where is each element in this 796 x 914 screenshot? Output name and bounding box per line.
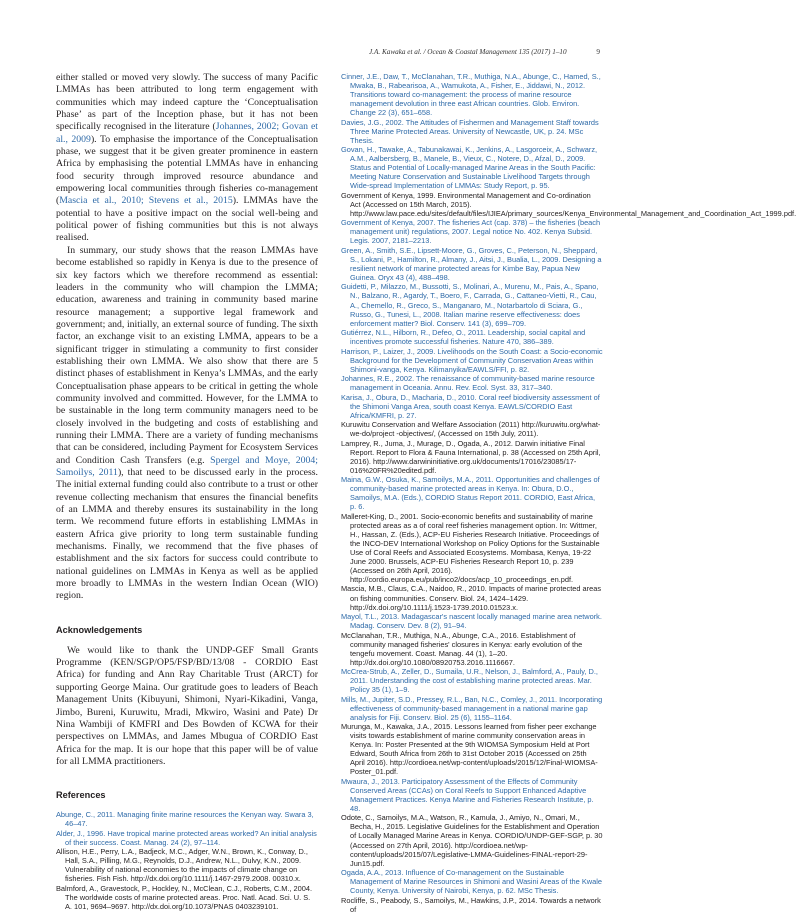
acknowledgements-heading: Acknowledgements bbox=[56, 624, 143, 635]
reference-entry[interactable]: McCrea-Strub, A., Zeller, D., Sumaila, U.R., Nelson, J., Balmford, A., Pauly, D., 2011. Understanding the cost of establishing marine protected areas. Mar. Policy 35 (1), 1–9. bbox=[341, 667, 598, 695]
reference-entry[interactable]: Maina, G.W., Osuka, K., Samoilys, M.A., 2011. Opportunities and challenges of community-based marine protected areas in Kenya. In: Obura, D.O., Samoilys, M.A. (Eds.), CORDIO Status Report 2011. CORDIO, East Africa, p. 6. bbox=[341, 475, 600, 512]
reference-entry: Malleret-King, D., 2001. Socio-economic benefits and sustainability of marine protected areas as a of coral reef fisheries management option. In: Wittmer, H., Hassan, Z. (Eds.), ACP-EU Fisheries Research Initiative. Proceedings of the INCO-DEV International Workshop on Policy Options for the Sustainable Use of Coral Reefs and Associated Ecosystems. Mombasa, Kenya, 19-22 June 2000. Brussels, ACP-EU Fisheries Research Report 10, p. 239 (Accessed on 26th April, 2016). http://cordio.europa.eu/pub/inco2/docs/acp_10_proceedings_en.pdf. bbox=[341, 511, 600, 585]
left-column bbox=[56, 72, 318, 911]
reference-entry[interactable]: Abunge, C., 2011. Managing finite marine resources the Kenyan way. Swara 3, 46–47. bbox=[56, 810, 314, 829]
text-run: ), that need to be discussed early in the process. The initial external funding could also contribute to a trust or other revenue collecting mechanism that ensures the financial benefits of an LMMA and thereby ensures its sustainability in the long term. We recommend future efforts in establishing LMMAs in eastern Africa give priority to long term sustainable funding mechanisms. Finally, we recommend that the five phases of establishment and the six factors for success could contribute to national guidelines on LMMAs in Kenya as well as be applied more broadly to LMMAs in the western Indian Ocean (WIO) region. bbox=[56, 467, 318, 602]
reference-entry: Odote, C., Samoilys, M.A., Watson, R., Kamula, J., Amiyo, N., Omari, M., Becha, H., 2015. Legislative Guidelines for the Establishment and Operation of Locally Managed Marine Areas in Kenya. CORDIO/UNDP-GEF-SGP, p. 30 (Accessed on 27th April, 2016). http://cordioea.net/wp-content/uploads/2015/07/Legislative-LMMA-Guidelines-FINAL-report-29-Jun15.pdf. bbox=[341, 813, 603, 868]
reference-entry: Murunga, M., Kawaka, J.A., 2015. Lessons learned from fisher peer exchange visits towards establishment of marine community conservation areas in Kenya. In: Poster Presented at the 9th WIOMSA Symposium Held at Port Edward, South Africa from 26th to 31st October 2015 (Accessed on 25th April 2016). http://cordioea.net/wp-content/uploads/2015/12/Final-WIOMSA-Poster_01.pdf. bbox=[341, 722, 598, 777]
reference-entry: Mascia, M.B., Claus, C.A., Naidoo, R., 2010. Impacts of marine protected areas on fishing communities. Conserv. Biol. 24, 1424–1429. http://dx.doi.org/10.1111/j.1523-1739.2010.01523.x. bbox=[341, 584, 602, 612]
text-run: ). To emphasise the importance of the Conceptualisation phase, we suggest that it be given greater prominence in eastern Africa by emphasising the potential LMMAs have in enhancing food security through improved resource abundance and empowering local communities through fisheries co-management ( bbox=[56, 133, 318, 207]
reference-entry[interactable]: Guidetti, P., Milazzo, M., Bussotti, S., Molinari, A., Murenu, M., Pais, A., Spano, N., Balzano, R., Agardy, T., Boero, F., Carrada, G., Cattaneo-Vietti, R., Cau, A., Chemello, R., Greco, S., Manganaro, M., Notarbartolo di Sciara, G., Russo, G., Tunesi, L., 2008. Italian marine reserve effectiveness: does enforcement matter? Biol. Conserv. 141 (3), 699–709. bbox=[341, 282, 599, 328]
reference-list bbox=[56, 810, 318, 911]
reference-entry[interactable]: Karisa, J., Obura, D., Macharia, D., 2010. Coral reef biodiversity assessment of the Shimoni Vanga Area, south coast Kenya. EAWLS/CORDIO East Africa/KMFRI, p. 27. bbox=[341, 392, 600, 420]
reference-entry[interactable]: Cinner, J.E., Daw, T., McClanahan, T.R., Muthiga, N.A., Abunge, C., Hamed, S., Mwaka, B., Rabearisoa, A., Wamukota, A., Fisher, E., Jiddawi, N., 2012. Transitions toward co-management: the process of marine resource management devolution in three east African countries. Glob. Environ. Change 22 (3), 651–658. bbox=[341, 72, 601, 118]
reference-entry: Balmford, A., Gravestock, P., Hockley, N., McClean, C.J., Roberts, C.M., 2004. The worldwide costs of marine protected areas. Proc. Natl. Acad. Sci. U. S. A. 101, 9694–9697. http://dx.doi.org/10.1073/PNAS 0403239101. bbox=[56, 883, 313, 911]
acknowledgements-text: We would like to thank the UNDP-GEF Small Grants Programme (KEN/SGP/OP5/FSP/BD/13/08 - CORDIO East Africa) for funding and Ann Ray Charitable Trust (ARCT) for supporting George Maina. Our gratitude goes to leaders of Beach Management Units (Kibuyuni, Shimoni, Nyari-Kikadini, Vanga, Jimbo, Bureni, Kuruwitu, Mradi, Mkwiro, Wasini and Pate) Dr Nina Wambiji of KMFRI and Des Bowden of KCWA for their perspectives on LMMAs, and James Mbugua of CORDIO East Africa for the map. It is our hope that this paper will be of value for all LMMA practitioners. bbox=[56, 644, 318, 767]
reference-entry: McClanahan, T.R., Muthiga, N.A., Abunge, C.A., 2016. Establishment of community managed fisheries' closures in Kenya: early evolution of the tengefu movement. Coast. Manag. 44 (1), 1–20. http://dx.doi.org/10.1080/08920753.2016.1116667. bbox=[341, 630, 583, 667]
reference-entry[interactable]: Govan, H., Tawake, A., Tabunakawai, K., Jenkins, A., Lasgorceix, A., Schwarz, A.M., Aalbersberg, B., Manele, B., Vieux, C., Notere, D., Afzal, D., 2009. Status and Potential of Locally-managed Marine Areas in the South Pacific: Meeting Nature Conservation and Sustainable Livelihood Targets through Wide-spread Implementation of LMMAs: Study Report, p. 95. bbox=[341, 145, 598, 191]
reference-entry: Rocliffe, S., Peabody, S., Samoilys, M., Hawkins, J.P., 2014. Towards a network of bbox=[341, 895, 601, 914]
reference-entry: Allison, H.E., Perry, L.A., Badjeck, M.C., Adger, W.N., Brown, K., Conway, D., Hall, S.A., Pilling, M.G., Reynolds, D.J., Andrew, N.L., Dulvy, K.N., 2009. Vulnerability of national economies to the impacts of climate change on fisheries. Fish Fish. http://dx.doi.org/10.1111/j.1467-2979.2008. 00310.x. bbox=[56, 847, 308, 884]
reference-entry[interactable]: Davies, J.G., 2002. The Attitudes of Fishermen and Management Staff towards Three Marine Protected Areas. University of Newcastle, UK, p. 24. MSc Thesis. bbox=[341, 117, 599, 145]
reference-entry[interactable]: Ogada, A.A., 2013. Influence of Co-management on the Sustainable Management of Marine Resources in Shimoni and Wasini Areas of the Kwale County, Kenya. University of Nairobi, Kenya, p. 62. MSc Thesis. bbox=[341, 868, 602, 896]
body-paragraph bbox=[56, 245, 318, 603]
reference-list bbox=[341, 72, 796, 914]
reference-entry: Kuruwitu Conservation and Welfare Association (2011) http://kuruwitu.org/what-we-do/project -objectives/, (Accessed on 15th July, 2011). bbox=[341, 420, 601, 439]
citation-link[interactable]: Spergel and Moye, 2004; Samoilys, 2011 bbox=[56, 454, 319, 478]
running-header bbox=[56, 48, 600, 56]
references-heading: References bbox=[56, 790, 106, 801]
reference-entry[interactable]: Green, A., Smith, S.E., Lipsett-Moore, G., Groves, C., Peterson, N., Sheppard, S., Lokani, P., Hamilton, R., Almany, J., Aitsi, J., Bualia, L., 2009. Designing a resilient network of marine protected areas for Kimbe Bay, Papua New Guinea. Oryx 43 (4), 488–498. bbox=[341, 245, 602, 282]
text-run: either stalled or moved very slowly. The success of many Pacific LMMAs has been attributed to long term engagement with communities which may indeed capture the ‘Conceptualisation Phase’ as part of the Inception phase, but it has not been specifically recognised in the literature ( bbox=[56, 72, 318, 133]
citation-link[interactable]: Mascia et al., 2010; Stevens et al., 2015 bbox=[59, 195, 233, 207]
reference-entry[interactable]: Harrison, P., Laizer, J., 2009. Livelihoods on the South Coast: a Socio-economic Background for the Development of Community Conservation Areas within Shimoni-vanga, Kenya. Kilimanyika/EAWLS/FFI, p. 82. bbox=[341, 346, 603, 374]
reference-entry[interactable]: Alder, J., 1996. Have tropical marine protected areas worked? An initial analysis of their success. Coast. Manag. 24 (2), 97–114. bbox=[56, 828, 317, 847]
reference-entry[interactable]: Mayol, T.L., 2013. Madagascar's nascent locally managed marine area network. Madag. Conserv. Dev. 8 (2), 91–94. bbox=[341, 612, 602, 631]
reference-entry[interactable]: Government of Kenya, 2007. The fisheries Act (cap. 378) – the fisheries (beach management unit) regulations, 2007. Legal notice No. 402. Kenya Subsid. Legis. 2007, 2181–2213. bbox=[341, 218, 601, 246]
text-run: In summary, our study shows that the reason LMMAs have become established so rapidly in Kenya is due to the presence of six key factors which we therefore recommend as essential: leaders in the community who will champion the LMMA; education, awareness and training in community based marine resource management; a supportive legal framework and government; and, initially, an external source of funding. The sixth factor, an exchange visit to an existing LMMA, appears to be a significant trigger in stimulating a community to first consider establishing their own LMMA. We also show that there are 5 distinct phases of establishment in Kenya’s LMMAs, and the early Conceptualisation phase appears to be critical in getting the whole community involved and committed. However, for the LMMA to be sustainable in the long term community managers need to be closely involved in the budgeting and costs of establishing and running their LMMA. There are a variety of funding mechanisms that can be considered, including Payment for Ecosystem Services and Condition Cash Transfers (e.g. bbox=[56, 244, 318, 466]
right-column bbox=[341, 72, 796, 914]
reference-entry[interactable]: Johannes, R.E., 2002. The renaissance of community-based marine resource management in Oceania. Annu. Rev. Ecol. Syst. 33, 317–340. bbox=[341, 374, 595, 393]
body-paragraph bbox=[56, 72, 318, 245]
page-number: 9 bbox=[596, 48, 600, 56]
reference-entry[interactable]: Mills, M., Jupiter, S.D., Pressey, R.L., Ban, N.C., Comley, J., 2011. Incorporating effectiveness of community-based management in a national marine gap analysis for Fiji. Conserv. Biol. 25 (6), 1155–1164. bbox=[341, 694, 603, 722]
header-citation: J.A. Kawaka et al. / Ocean & Coastal Management 135 (2017) 1–10 bbox=[368, 48, 567, 56]
reference-entry: Government of Kenya, 1999. Environmental Management and Co-ordination Act (Accessed on 15th March, 2015). http://www.law.pace.edu/sites/default/files/IJIEA/primary_sources/Kenya_Environmental_Management_and_Coordination_Act_1999.pdf. bbox=[341, 190, 796, 218]
reference-entry: Lamprey, R., Juma, J., Murage, D., Ogada, A., 2012. Darwin initiative Final Report. Report to Flora & Fauna International, p. 38 (Accessed on 25th April, 2016). http://www.darwininitiative.org.uk/documents/17016/23085/17-016%20FR%20edited.pdf. bbox=[341, 438, 601, 475]
citation-link[interactable]: Johannes, 2002; Govan et al., 2009 bbox=[56, 121, 319, 145]
reference-entry[interactable]: Gutiérrez, N.L., Hilborn, R., Defeo, O., 2011. Leadership, social capital and incentives promote successful fisheries. Nature 470, 386–389. bbox=[341, 328, 586, 347]
reference-entry[interactable]: Mwaura, J., 2013. Participatory Assessment of the Effects of Community Conserved Areas (CCAs) on Coral Reefs to Support Enhanced Adaptive Management Practices. Kenya Marine and Fisheries Research Institute, p. 48. bbox=[341, 776, 594, 813]
text-run: ). LMMAs have the potential to have a positive impact on the social well-being and political power of fishing communities but this is not always realised. bbox=[56, 195, 318, 244]
